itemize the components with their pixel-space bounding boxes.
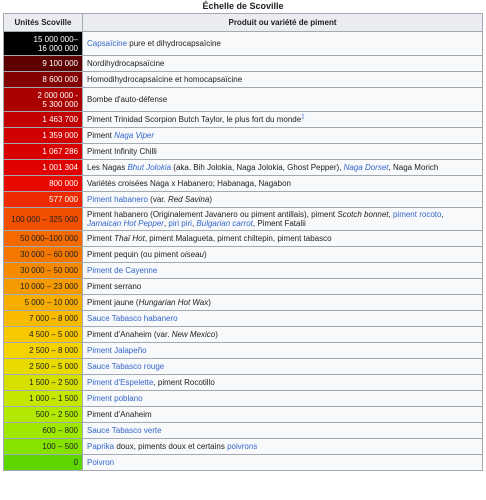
table-row (4, 423, 483, 439)
description-text: Piment (87, 131, 115, 140)
description-text: , piment Rocotillo (153, 378, 215, 387)
product-description (83, 32, 483, 56)
product-description (83, 72, 483, 88)
description-text: , piment Malagueta, piment chiltepin, piment tabasco (144, 234, 332, 243)
scoville-value: 1 067 286 (4, 144, 83, 160)
product-description (83, 391, 483, 407)
wiki-link[interactable]: Sauce Tabasco verte (87, 426, 162, 435)
product-description (83, 455, 483, 471)
description-text: Scotch bonnet (337, 210, 389, 219)
description-text: Piment Infinity Chilli (87, 147, 157, 156)
table-row (4, 455, 483, 471)
scoville-value: 1 500 – 2 500 (4, 375, 83, 391)
table-row (4, 144, 483, 160)
product-description (83, 279, 483, 295)
wiki-link[interactable]: Piment poblano (87, 394, 143, 403)
description-text: ) (203, 250, 207, 259)
wiki-link[interactable]: Bulgarian carrot (196, 219, 253, 228)
description-text: Piment habanero (Originalement Javanero ou piment antillais), piment (87, 210, 338, 219)
wiki-link[interactable]: Sauce Tabasco rouge (87, 362, 165, 371)
scoville-value: 577 000 (4, 192, 83, 208)
scoville-value: 5 000 – 10 000 (4, 295, 83, 311)
product-description (83, 208, 483, 231)
header-row (4, 14, 483, 32)
table-row (4, 176, 483, 192)
wiki-link[interactable]: Piment Jalapeño (87, 346, 147, 355)
scoville-value: 4 500 – 5 000 (4, 327, 83, 343)
wiki-link[interactable]: Sauce Tabasco habanero (87, 314, 178, 323)
wiki-link[interactable]: Piment d'Espelette (87, 378, 154, 387)
table-row (4, 439, 483, 455)
product-description (83, 247, 483, 263)
description-text: Thaï Hot (114, 234, 145, 243)
product-description (83, 327, 483, 343)
header-units: Unités Scoville (4, 14, 83, 32)
product-description (83, 176, 483, 192)
wiki-link[interactable]: piment rocoto (392, 210, 442, 219)
description-text: ) (208, 298, 211, 307)
description-text: Les Nagas (87, 163, 128, 172)
scoville-value: 100 – 500 (4, 439, 83, 455)
description-text: Piment d'Anaheim (87, 410, 152, 419)
scoville-value: 15 000 000– 16 000 000 (4, 32, 83, 56)
scoville-value: 10 000 – 23 000 (4, 279, 83, 295)
table-row (4, 128, 483, 144)
product-description (83, 295, 483, 311)
table-row (4, 192, 483, 208)
scoville-value: 7 000 – 8 000 (4, 311, 83, 327)
product-description (83, 160, 483, 176)
description-text: , (191, 219, 197, 228)
description-text: Homodihydrocapsaïcine et homocapsaïcine (87, 75, 243, 84)
scoville-value: 1 001 304 (4, 160, 83, 176)
header-product: Produit ou variété de piment (83, 14, 483, 32)
product-description (83, 192, 483, 208)
table-caption: Échelle de Scoville (202, 1, 284, 11)
scoville-value: 2 500 – 5 000 (4, 359, 83, 375)
wiki-link[interactable]: poivrons (227, 442, 258, 451)
product-description (83, 407, 483, 423)
description-text: Hungarian Hot Wax (138, 298, 209, 307)
product-description (83, 88, 483, 112)
table-row (4, 375, 483, 391)
product-description (83, 263, 483, 279)
table-row (4, 263, 483, 279)
wiki-link[interactable]: Piment habanero (87, 195, 148, 204)
description-text: Piment serrano (87, 282, 142, 291)
table-row (4, 247, 483, 263)
description-text: (aka. Bih Jolokia, Naga Jolokia, Ghost Pepper), (171, 163, 344, 172)
scoville-value: 600 – 800 (4, 423, 83, 439)
wiki-link[interactable]: Paprika (87, 442, 115, 451)
wiki-link[interactable]: Naga Viper (114, 131, 155, 140)
footnote-link[interactable]: 1 (301, 114, 305, 121)
wiki-link[interactable]: piri piri (168, 219, 192, 228)
table-row (4, 391, 483, 407)
table-row (4, 407, 483, 423)
scoville-value: 2 000 000 - 5 300 000 (4, 88, 83, 112)
table-row (4, 231, 483, 247)
description-text: Red Savina (167, 195, 210, 204)
scoville-value: 0 (4, 455, 83, 471)
description-text: pure et dihydrocapsaïcine (127, 39, 221, 48)
table-row (4, 208, 483, 231)
scoville-value: 30 000 – 50 000 (4, 263, 83, 279)
scoville-value: 1 359 000 (4, 128, 83, 144)
product-description (83, 311, 483, 327)
product-description (83, 439, 483, 455)
scoville-value: 1 463 700 (4, 112, 83, 128)
description-text: (var. (147, 195, 168, 204)
scoville-value: 9 100 000 (4, 56, 83, 72)
table-row (4, 160, 483, 176)
description-text: Piment Trinidad Scorpion Butch Taylor, le plus fort du monde (87, 115, 302, 124)
product-description (83, 231, 483, 247)
table-body (4, 32, 483, 471)
product-description (83, 343, 483, 359)
table-row (4, 56, 483, 72)
product-description (83, 423, 483, 439)
description-text: Piment pequin (ou piment (87, 250, 181, 259)
description-text: Variétés croisées Naga x Habanero; Habanaga, Nagabon (87, 179, 291, 188)
description-text: Bombe d'auto-défense (87, 95, 168, 104)
table-row (4, 359, 483, 375)
description-text: Nordihydrocapsaïcine (87, 59, 165, 68)
description-text: , (441, 210, 444, 219)
scoville-table (3, 13, 483, 471)
table-row (4, 32, 483, 56)
product-description (83, 359, 483, 375)
scoville-value: 800 000 (4, 176, 83, 192)
description-text: Piment d'Anaheim (var. (87, 330, 172, 339)
scoville-value: 100 000 – 325 000 (4, 208, 83, 231)
scoville-value: 1 000 – 1 500 (4, 391, 83, 407)
wiki-link[interactable]: Capsaïcine (87, 39, 128, 48)
description-text: ) (209, 195, 212, 204)
product-description (83, 375, 483, 391)
product-description (83, 144, 483, 160)
scoville-value: 50 000–100 000 (4, 231, 83, 247)
description-text: Piment (87, 234, 115, 243)
description-text: , Naga Morich (388, 163, 439, 172)
table-row (4, 295, 483, 311)
wiki-link[interactable]: Jamaican Hot Pepper (87, 219, 164, 228)
wiki-link[interactable]: Poivron (87, 458, 115, 467)
description-text: , (163, 219, 169, 228)
description-text: ) (215, 330, 218, 339)
product-description (83, 112, 483, 128)
description-text: , (388, 210, 393, 219)
wiki-link[interactable]: Naga Dorset (343, 163, 389, 172)
scoville-value: 2 500 – 8 000 (4, 343, 83, 359)
product-description (83, 128, 483, 144)
scoville-table-container (3, 0, 483, 471)
table-row (4, 343, 483, 359)
description-text: doux, piments doux et certains (114, 442, 228, 451)
scoville-value: 500 – 2 500 (4, 407, 83, 423)
wiki-link[interactable]: Piment de Cayenne (87, 266, 158, 275)
description-text: Piment jaune ( (87, 298, 139, 307)
scoville-value: 30 000 – 60 000 (4, 247, 83, 263)
wiki-link[interactable]: Bhut Jolokia (127, 163, 172, 172)
table-row (4, 279, 483, 295)
table-row (4, 311, 483, 327)
table-row (4, 72, 483, 88)
product-description (83, 56, 483, 72)
description-text: New Mexico (171, 330, 216, 339)
scoville-value: 8 600 000 (4, 72, 83, 88)
description-text: , Piment Fatalii (252, 219, 306, 228)
table-row (4, 327, 483, 343)
description-text: oiseau (180, 250, 204, 259)
table-row (4, 112, 483, 128)
table-row (4, 88, 483, 112)
